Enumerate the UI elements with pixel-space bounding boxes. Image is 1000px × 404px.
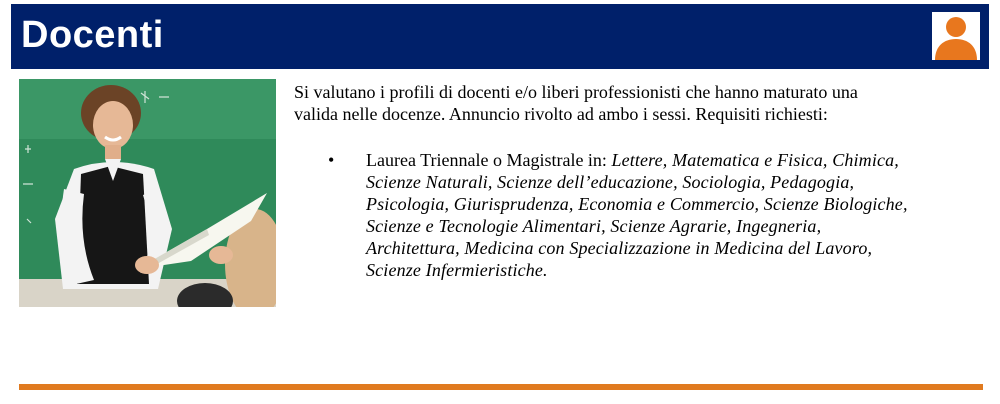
page-title: Docenti	[21, 14, 164, 56]
intro-text: Si valutano i profili di docenti e/o liberi professionisti che hanno maturato una valida nelle docenze. Annuncio rivolto ad ambo i sessi. Requisiti richiesti:	[294, 82, 858, 124]
header-bar	[11, 4, 989, 69]
requirement-courses: Lettere, Matematica e Fisica, Chimica, Scienze Naturali, Scienze dell’educazione, Sociologia, Pedagogia, Psicologia, Giurisprudenza, Economia e Commercio, Scienze Biologiche, Scienze e Tecnologie Alimentari, Scienze Agrarie, Ingegneria, Architettura, Medicina con Specializzazione in Medicina del Lavoro, Scienze Infermieristiche.	[366, 150, 908, 280]
requirement-label: Laurea Triennale o Magistrale in:	[366, 150, 612, 170]
footer-divider	[19, 384, 983, 390]
list-item	[294, 149, 914, 281]
teacher-photo	[19, 79, 276, 307]
content-area	[294, 81, 914, 281]
user-icon	[932, 12, 980, 60]
requirements-list	[294, 149, 914, 281]
bullet-icon: •	[328, 150, 335, 170]
